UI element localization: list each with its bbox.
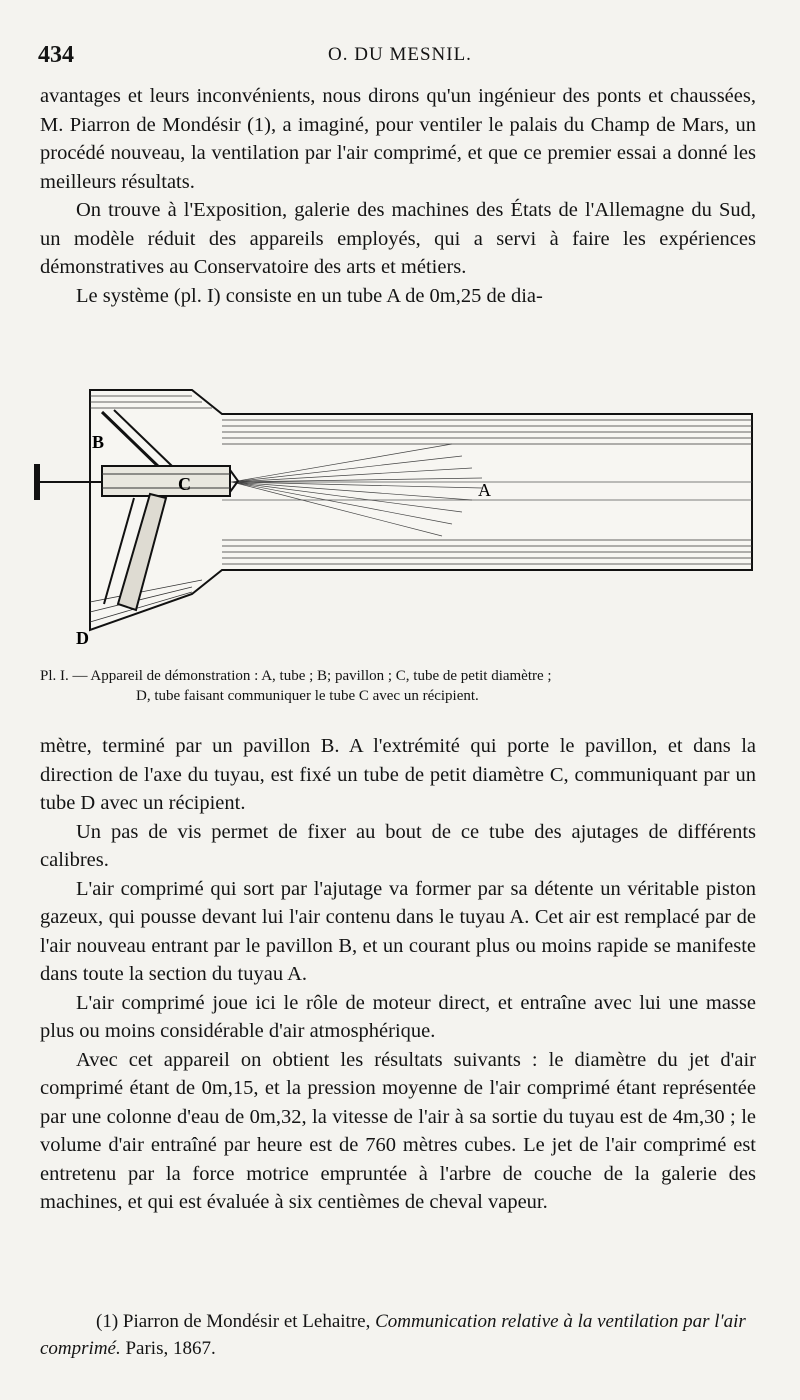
paragraph: On trouve à l'Exposition, galerie des machines des États de l'Allemagne du Sud, un modèle réduit des appareils employés, qui a servi à faire les expériences démonstratives au Conservatoire des arts et métiers.	[40, 199, 756, 278]
label-b: B	[92, 432, 105, 452]
figure-caption	[40, 666, 760, 706]
paragraph: mètre, terminé par un pavillon B. A l'extrémité qui porte le pavillon, et dans la direction de l'axe du tuyau, est fixé un tube de petit diamètre C, communiquant par un tube D avec un récipient.	[40, 735, 756, 814]
caption-line: Pl. I. — Appareil de démonstration : A, tube ; B; pavillon ; C, tube de petit diamètre ;	[40, 668, 552, 684]
top-text-block	[40, 82, 756, 310]
paragraph: Un pas de vis permet de fixer au bout de ce tube des ajutages de différents calibres.	[40, 820, 756, 871]
tube-c	[102, 466, 238, 496]
page-header	[38, 42, 762, 72]
paragraph: Le système (pl. I) consiste en un tube A de 0m,25 de dia-	[76, 284, 543, 307]
label-d: D	[76, 628, 89, 648]
paragraph: L'air comprimé joue ici le rôle de moteur direct, et entraîne avec lui une masse plus ou moins considérable d'air atmosphérique.	[40, 991, 756, 1042]
label-c: C	[178, 474, 191, 494]
footnote-title: Communication relative à la ventilation par l'air comprimé.	[40, 1311, 746, 1359]
paragraph: Avec cet appareil on obtient les résultats suivants : le diamètre du jet d'air comprimé étant de 0m,15, et la pression moyenne de l'air comprimé étant représentée par une colonne d'eau de 0m,32, la vitesse de l'air à sa sortie du tuyau est de 4m,30 ; le volume d'air entraîné par heure est de 760 mètres cubes. Le jet de l'air comprimé est entretenu par la force motrice empruntée à l'arbre de couche de la galerie des machines, et qui est évaluée à six centièmes de cheval vapeur.	[40, 1048, 756, 1213]
figure-plate-ventilation-apparatus	[32, 382, 768, 652]
running-head: O. DU MESNIL.	[328, 44, 472, 65]
footnote-suffix: Paris, 1867.	[125, 1338, 216, 1359]
paragraph: L'air comprimé qui sort par l'ajutage va former par sa détente un véritable piston gazeux, qui pousse devant lui l'air contenu dans le tuyau A. Cet air est remplacé par de l'air nouveau entrant par le pavillon B, et un courant plus ou moins rapide se manifeste dans toute la section du tuyau A.	[40, 877, 756, 985]
bottom-text-block	[40, 732, 756, 1217]
caption-line: D, tube faisant communiquer le tube C avec un récipient.	[136, 688, 479, 704]
footnote	[40, 1308, 760, 1362]
label-a: A	[478, 480, 491, 500]
page-number: 434	[38, 42, 74, 68]
footnote-prefix: (1) Piarron de Mondésir et Lehaitre,	[96, 1311, 371, 1332]
tube-a-body	[90, 390, 752, 630]
paragraph: avantages et leurs inconvénients, nous dirons qu'un ingénieur des ponts et chaussées, M. Piarron de Mondésir (1), a imaginé, pour ventiler le palais du Champ de Mars, un procédé nouveau, la ventilation par l'air comprimé, et que ce premier essai a donné les meilleurs résultats.	[40, 85, 756, 193]
